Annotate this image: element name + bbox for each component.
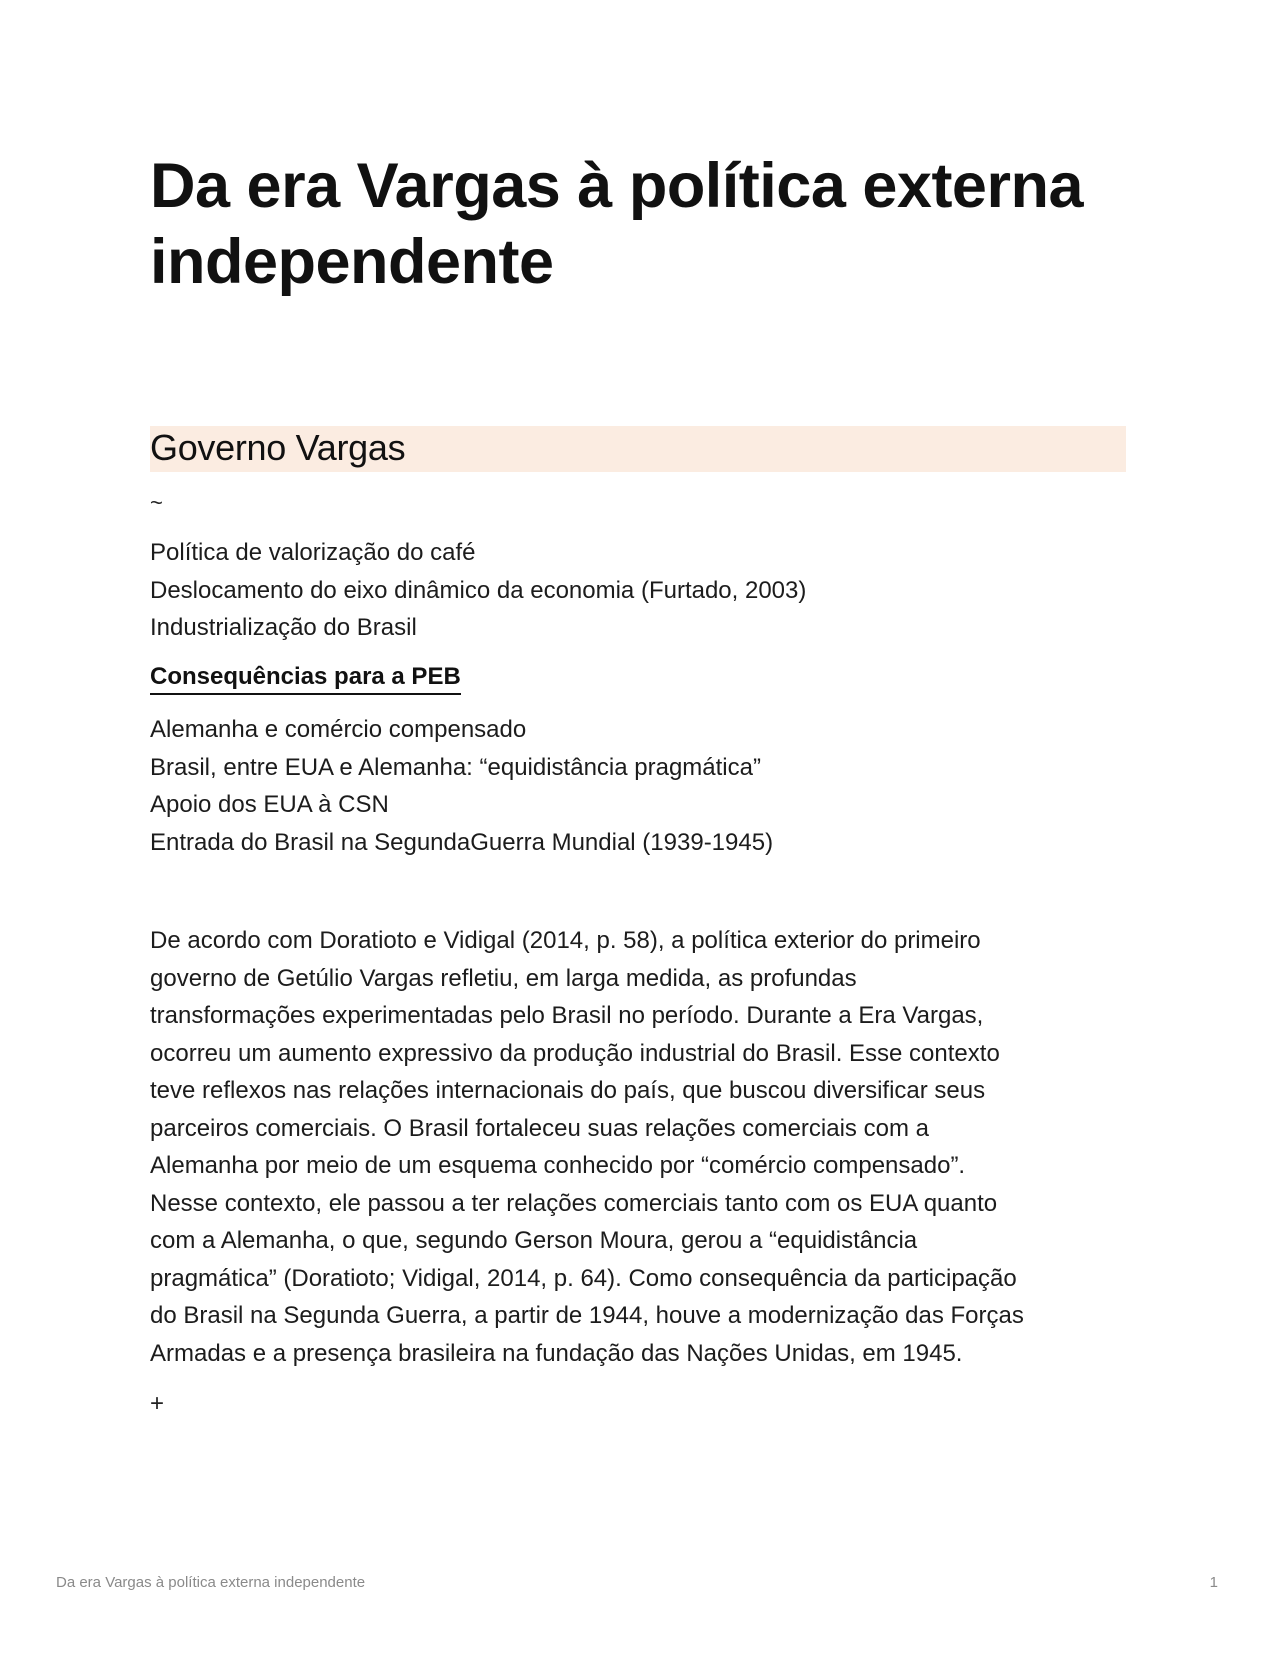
list-item: Política de valorização do café: [150, 539, 476, 566]
tilde-marker: ~: [150, 490, 163, 515]
list-item: Alemanha e comércio compensado: [150, 716, 527, 743]
page-title: Da era Vargas à política externa independente: [150, 151, 1083, 297]
list-item: Brasil, entre EUA e Alemanha: “equidistância pragmática”: [150, 753, 761, 781]
list-item: Industrialização do Brasil: [150, 614, 417, 641]
list-item: Entrada do Brasil na SegundaGuerra Mundial (1939-1945): [150, 828, 774, 856]
footer-document-title: Da era Vargas à política externa independente: [56, 1574, 366, 1591]
context-list: [150, 534, 1130, 647]
list-item: Deslocamento do eixo dinâmico da economia (Furtado, 2003): [150, 576, 807, 604]
consequences-list: [150, 711, 1130, 861]
section-heading-text: Governo Vargas: [150, 427, 406, 468]
section-heading: [150, 426, 1126, 472]
list-item: Apoio dos EUA à CSN: [150, 791, 389, 818]
footer-page-number: 1: [1209, 1574, 1218, 1591]
plus-marker: +: [150, 1390, 165, 1417]
body-paragraph: De acordo com Doratioto e Vidigal (2014, p. 58), a política exterior do primeiro governo de Getúlio Vargas refletiu, em larga medida, as profundas transformações experimentadas pelo Brasil no período. Durante a Era Vargas, ocorreu um aumento expressivo da produção industrial do Brasil. Esse contexto teve reflexos nas relações internacionais do país, que buscou diversificar seus parceiros comerciais. O Brasil fortaleceu suas relações comerciais com a Alemanha por meio de um esquema conhecido por “comércio compensado”. Nesse contexto, ele passou a ter relações comerciais tanto com os EUA quanto com a Alemanha, o que, segundo Gerson Moura, gerou a “equidistância pragmática” (Doratioto; Vidigal, 2014, p. 64). Como consequência da participação do Brasil na Segunda Guerra, a partir de 1944, houve a modernização das Forças Armadas e a presença brasileira na fundação das Nações Unidas, em 1945.: [150, 927, 1024, 1367]
subheading-consequences: Consequências para a PEB: [150, 662, 461, 695]
